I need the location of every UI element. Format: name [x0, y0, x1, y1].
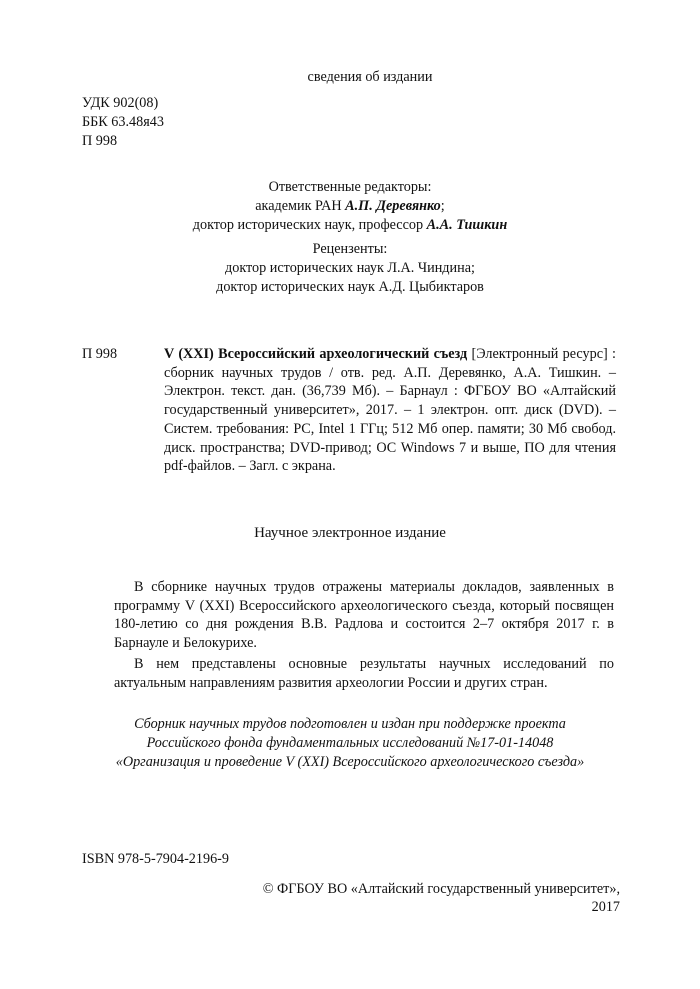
annotation-paragraph-2: В нем представлены основные результаты научных исследований по актуальным направлениям развития археологии России и других стран.	[114, 656, 614, 691]
editors-block	[0, 178, 700, 235]
support-line-3: «Организация и проведение V (XXI) Всероссийского археологического съезда»	[115, 754, 585, 770]
edition-type: Научное электронное издание	[254, 525, 446, 541]
annotation	[114, 578, 614, 692]
editor-1-suffix: ;	[440, 198, 445, 214]
editors-heading: Ответственные редакторы:	[268, 179, 432, 195]
catalog-description: [Электронный ресурс] : сборник научных трудов / отв. ред. А.П. Деревянко, А.А. Тишкин. – Электрон. текст. дан. (36,739 Мб). – Барнаул : ФГБОУ ВО «Алтайский государственный университет», 2017. – 1 электрон. опт. диск (DVD). – Систем. требования: PC, Intel 1 ГГц; 512 Мб опер. памяти; 30 Мб свобод. диск. пространства; DVD-привод; ОС Windows 7 и выше, ПО для чтения pdf-файлов. – Загл. с экрана.	[164, 346, 616, 475]
classification-codes	[82, 94, 164, 151]
editor-1-title: академик РАН	[255, 198, 346, 214]
udk-code: УДК 902(08)	[82, 95, 159, 111]
bbk-code: ББК 63.48я43	[82, 114, 164, 130]
author-sign: П 998	[82, 133, 118, 149]
reviewers-heading: Рецензенты:	[312, 241, 388, 257]
catalog-title: V (XXI) Всероссийский археологический съезд	[164, 346, 468, 362]
editor-2-name: А.А. Тишкин	[426, 217, 508, 233]
support-line-2: Российского фонда фундаментальных исследований №17-01-14048	[146, 735, 554, 751]
support-line-1: Сборник научных трудов подготовлен и издан при поддержке проекта	[134, 716, 566, 732]
copyright: © ФГБОУ ВО «Алтайский государственный университет», 2017	[262, 881, 620, 915]
editor-2-title: доктор исторических наук, профессор	[192, 217, 427, 233]
editor-1-name: А.П. Деревянко	[345, 198, 441, 214]
editor-line-2	[0, 216, 700, 235]
isbn: ISBN 978-5-7904-2196-9	[82, 851, 229, 867]
catalog-code: П 998	[82, 346, 118, 362]
reviewer-line-1: доктор исторических наук Л.А. Чиндина;	[225, 260, 475, 276]
page-header: сведения об издании	[307, 69, 433, 85]
catalog-record	[164, 345, 616, 476]
reviewers-block	[0, 240, 700, 297]
annotation-paragraph-1: В сборнике научных трудов отражены материалы докладов, заявленных в программу V (XXI) Всероссийского археологического съезда, который посвящен 180-летию со дня рождения В.В. Радлова и состоится 2–7 октября 2017 г. в Барнауле и Белокурихе.	[114, 579, 614, 651]
editor-line-1	[0, 197, 700, 216]
reviewer-line-2: доктор исторических наук А.Д. Цыбиктаров	[216, 279, 484, 295]
support-note	[0, 715, 700, 772]
